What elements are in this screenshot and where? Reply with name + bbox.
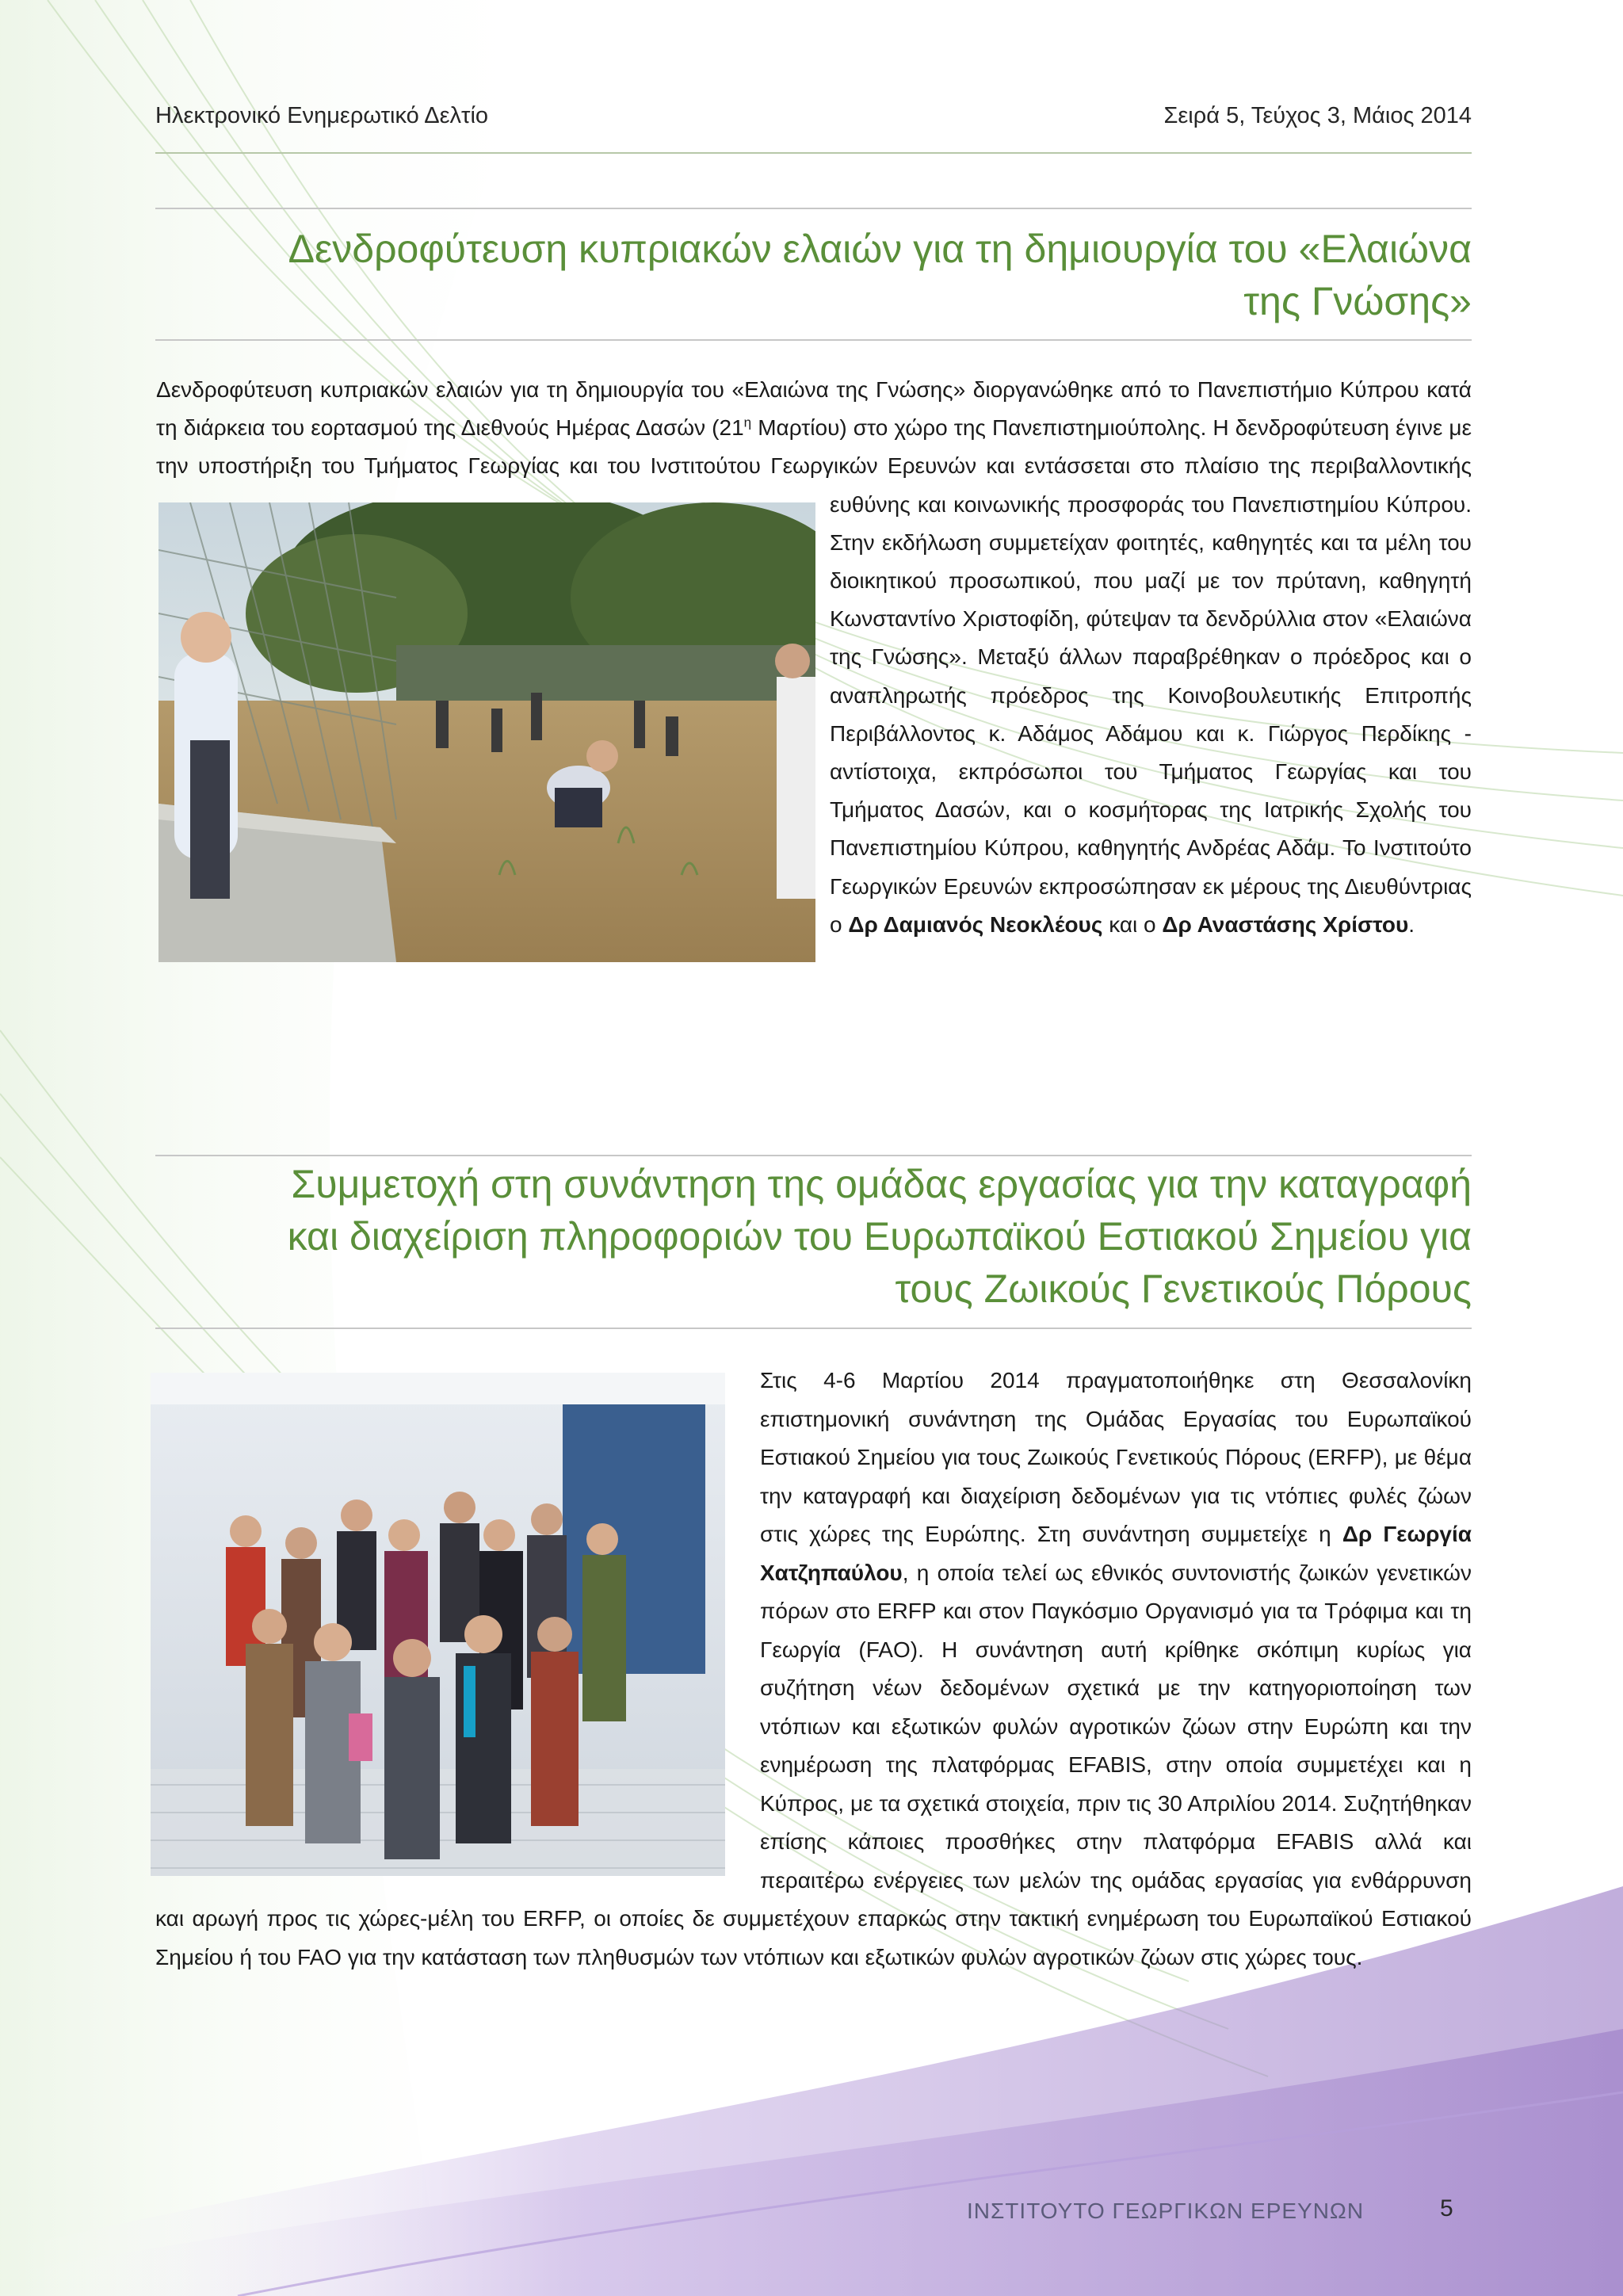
article2-title-rule-bottom [155,1328,1472,1329]
article1-title: Δενδροφύτευση κυπριακών ελαιών για τη δημιουργία του «Ελαιώνα της Γνώσης» [288,227,1472,323]
person-name: Δρ Αναστάσης Χρίστου [1162,911,1409,937]
article1-title-rule-bottom [155,339,1472,341]
page-number: 5 [1440,2195,1453,2222]
article2-body: Στις 4-6 Μαρτίου 2014 πραγματοποιήθηκε στη Θεσσαλονίκη επιστημονική συνάντηση της Ομάδας Εργασίας του Ευρωπαϊκού Εστιακού Σημείου για τους Ζωικούς Γενετικούς Πόρους (ERFP), με θέμα την καταγραφή και διαχείριση δεδομένων για τις ντόπιες φυλές ζώων στις χώρες της Ευρώπης. Στη συνάντηση συμμετείχε η Δρ Γεωργία Χατζηπαύλου, η οποία τελεί ως εθνικός συντονιστής ζωικών γενετικών πόρων στο ERFP και στον Παγκόσμιο Οργανισμό για τα Τρόφιμα και τη Γεωργία (FAO). Η συνάντηση αυτή κρίθηκε σκόπιμη κυρίως για συζήτηση νέων δεδομένων σχετικά με την κατηγοριοποίηση των ντόπιων και εξωτικών φυλών αγροτικών ζώων στην Ευρώπη και την ενημέρωση της πλατφόρμας EFABIS, στην οποία συμμετέχει και η Κύπρος, με τα σχετικά στοιχεία, πριν τις 30 Απριλίου 2014. Συζητήθηκαν επίσης κάποιες προσθήκες στην πλατφόρμα EFABIS αλλά και περαιτέρω ενέργειες των μελών της ομάδας εργασίας για ενθάρρυνση και αρωγή προς τις χώρες-μέλη του ERFP, οι οποίες δε συμμετέχουν επαρκώς στην τακτική ενημέρωση του Ευρωπαϊκού Εστιακού Σημείου ή του FAO για την κατάσταση των πληθυσμών των ντόπιων και εξωτικών φυλών αγροτικών ζώων στις χώρες τους. [155,1368,1472,1969]
person-name: Δρ Γεωργία Χατζηπαύλου [760,1522,1472,1585]
issue-info: Σειρά 5, Τεύχος 3, Μάιος 2014 [1163,103,1472,128]
meeting-group-photo [151,1373,725,1876]
newsletter-name: Ηλεκτρονικό Ενημερωτικό Δελτίο [155,103,489,128]
article1-body: Δενδροφύτευση κυπριακών ελαιών για τη δημιουργία του «Ελαιώνα της Γνώσης» διοργανώθηκε από το Πανεπιστήμιο Κύπρου κατά τη διάρκεια του εορτασμού της Διεθνούς Ημέρας Δασών ($21^\eta$ Μαρτίου) στο χώρο της Πανεπιστημιούπολης. Η δενδροφύτευση έγινε με την υποστήριξη του Τμήματος Γεωργίας και του Ινστιτούτου Γεωργικών Ερευνών και εντάσσεται στο πλαίσιο της περιβαλλοντικής ευθύνης και κοινωνικής προσφοράς του Πανεπιστημίου Κύπρου. Στην εκδήλωση συμμετείχαν φοιτητές, καθηγητές και τα μέλη του διοικητικού προσωπικού, που μαζί με τον πρύτανη, καθηγητή Κωνσταντίνο Χριστοφίδη, φύτεψαν τα δενδρύλλια στον «Ελαιώνα της Γνώσης». Μεταξύ άλλων παραβρέθηκαν ο πρόεδρος και ο αναπληρωτής πρόεδρος της Κοινοβουλευτικής Επιτροπής Περιβάλλοντος κ. Αδάμος Αδάμου και κ. Γιώργος Περδίκης - αντίστοιχα, εκπρόσωποι του Τμήματος Γεωργίας και του Τμήματος Δασών, και ο κοσμήτορας της Ιατρικής Σχολής του Πανεπιστημίου Κύπρου, καθηγητής Ανδρέας Αδάμ. Το Ινστιτούτο Γεωργικών Ερευνών εκπροσώπησαν εκ μέρους της Διευθύντριας ο Δρ Δαμιανός Νεοκλέους και ο Δρ Αναστάσης Χρίστου. [156,377,1472,937]
footer-institute-name: ΙΝΣΤΙΤΟΥΤΟ ΓΕΩΡΓΙΚΩΝ ΕΡΕΥΝΩΝ [967,2199,1365,2223]
tree-planting-photo [158,502,815,962]
article2-title: Συμμετοχή στη συνάντηση της ομάδας εργασίας για την καταγραφή και διαχείριση πληροφοριών του Ευρωπαϊκού Εστιακού Σημείου για τους Ζωικούς Γενετικούς Πόρους [287,1162,1472,1311]
article2-title-rule-top [155,1155,1472,1156]
person-name: Δρ Δαμιανός Νεοκλέους [848,911,1103,937]
page-header [155,97,1472,154]
article1-title-rule-top [155,208,1472,209]
